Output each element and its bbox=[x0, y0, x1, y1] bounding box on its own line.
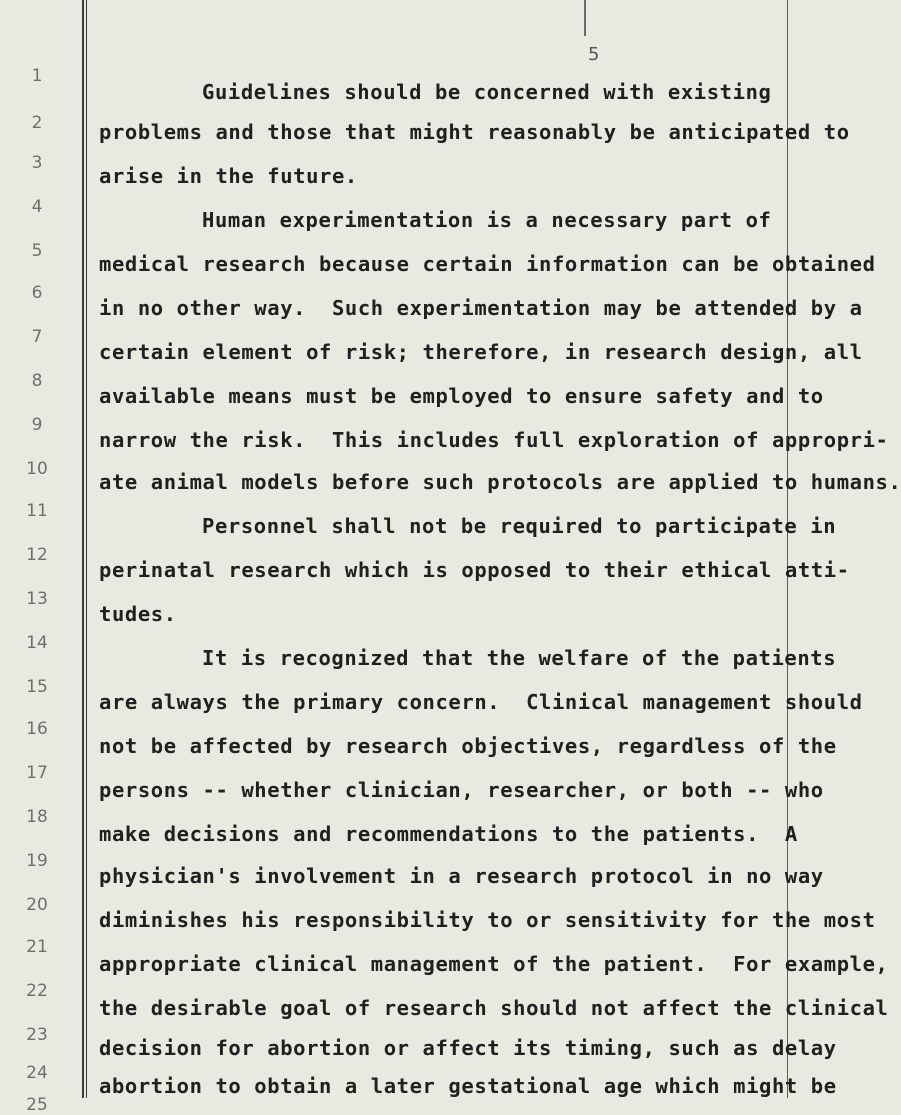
line-number: 12 bbox=[26, 545, 48, 565]
line-number: 13 bbox=[26, 589, 48, 609]
line-number: 16 bbox=[26, 719, 48, 739]
text-line: persons -- whether clinician, researcher, or both -- who bbox=[99, 778, 824, 802]
line-number: 10 bbox=[26, 459, 48, 479]
line-number: 14 bbox=[26, 633, 48, 653]
line-number: 6 bbox=[31, 283, 43, 303]
line-number: 1 bbox=[31, 66, 43, 86]
text-line: medical research because certain information can be obtained bbox=[99, 252, 876, 276]
text-line: physician's involvement in a research protocol in no way bbox=[99, 864, 824, 888]
text-line: Personnel shall not be required to participate in bbox=[202, 514, 837, 538]
text-line: perinatal research which is opposed to their ethical atti- bbox=[99, 558, 850, 582]
text-line: make decisions and recommendations to the patients. A bbox=[99, 822, 798, 846]
text-line: diminishes his responsibility to or sensitivity for the most bbox=[99, 908, 876, 932]
line-number: 7 bbox=[31, 327, 43, 347]
text-line: ate animal models before such protocols are applied to humans. bbox=[99, 470, 901, 494]
line-number: 4 bbox=[31, 197, 43, 217]
text-line: are always the primary concern. Clinical management should bbox=[99, 690, 863, 714]
line-number: 2 bbox=[31, 113, 43, 133]
line-number: 19 bbox=[26, 851, 48, 871]
line-number: 22 bbox=[26, 981, 48, 1001]
text-line: not be affected by research objectives, regardless of the bbox=[99, 734, 837, 758]
text-line: appropriate clinical management of the patient. For example, bbox=[99, 952, 889, 976]
text-line: in no other way. Such experimentation may be attended by a bbox=[99, 296, 863, 320]
line-number: 20 bbox=[26, 895, 48, 915]
line-number: 24 bbox=[26, 1063, 48, 1083]
line-number: 9 bbox=[31, 415, 43, 435]
text-line: Guidelines should be concerned with existing bbox=[202, 80, 772, 104]
text-line: decision for abortion or affect its timing, such as delay bbox=[99, 1036, 837, 1060]
line-number: 23 bbox=[26, 1025, 48, 1045]
page-number: 5 bbox=[588, 44, 600, 65]
line-number: 11 bbox=[26, 501, 48, 521]
text-line: abortion to obtain a later gestational age which might be bbox=[99, 1074, 837, 1098]
text-line: available means must be employed to ensure safety and to bbox=[99, 384, 824, 408]
text-line: Human experimentation is a necessary part of bbox=[202, 208, 772, 232]
line-number: 8 bbox=[31, 371, 43, 391]
line-number: 3 bbox=[31, 153, 43, 173]
text-line: arise in the future. bbox=[99, 164, 358, 188]
line-number: 25 bbox=[26, 1095, 48, 1115]
text-line: It is recognized that the welfare of the patients bbox=[202, 646, 837, 670]
text-line: the desirable goal of research should not affect the clinical bbox=[99, 996, 889, 1020]
line-number: 18 bbox=[26, 807, 48, 827]
line-number: 21 bbox=[26, 937, 48, 957]
line-number: 15 bbox=[26, 677, 48, 697]
text-line: tudes. bbox=[99, 602, 177, 626]
text-line: narrow the risk. This includes full exploration of appropri- bbox=[99, 428, 889, 452]
text-line: problems and those that might reasonably be anticipated to bbox=[99, 120, 850, 144]
line-number: 17 bbox=[26, 763, 48, 783]
line-number: 5 bbox=[31, 241, 43, 261]
text-line: certain element of risk; therefore, in research design, all bbox=[99, 340, 863, 364]
